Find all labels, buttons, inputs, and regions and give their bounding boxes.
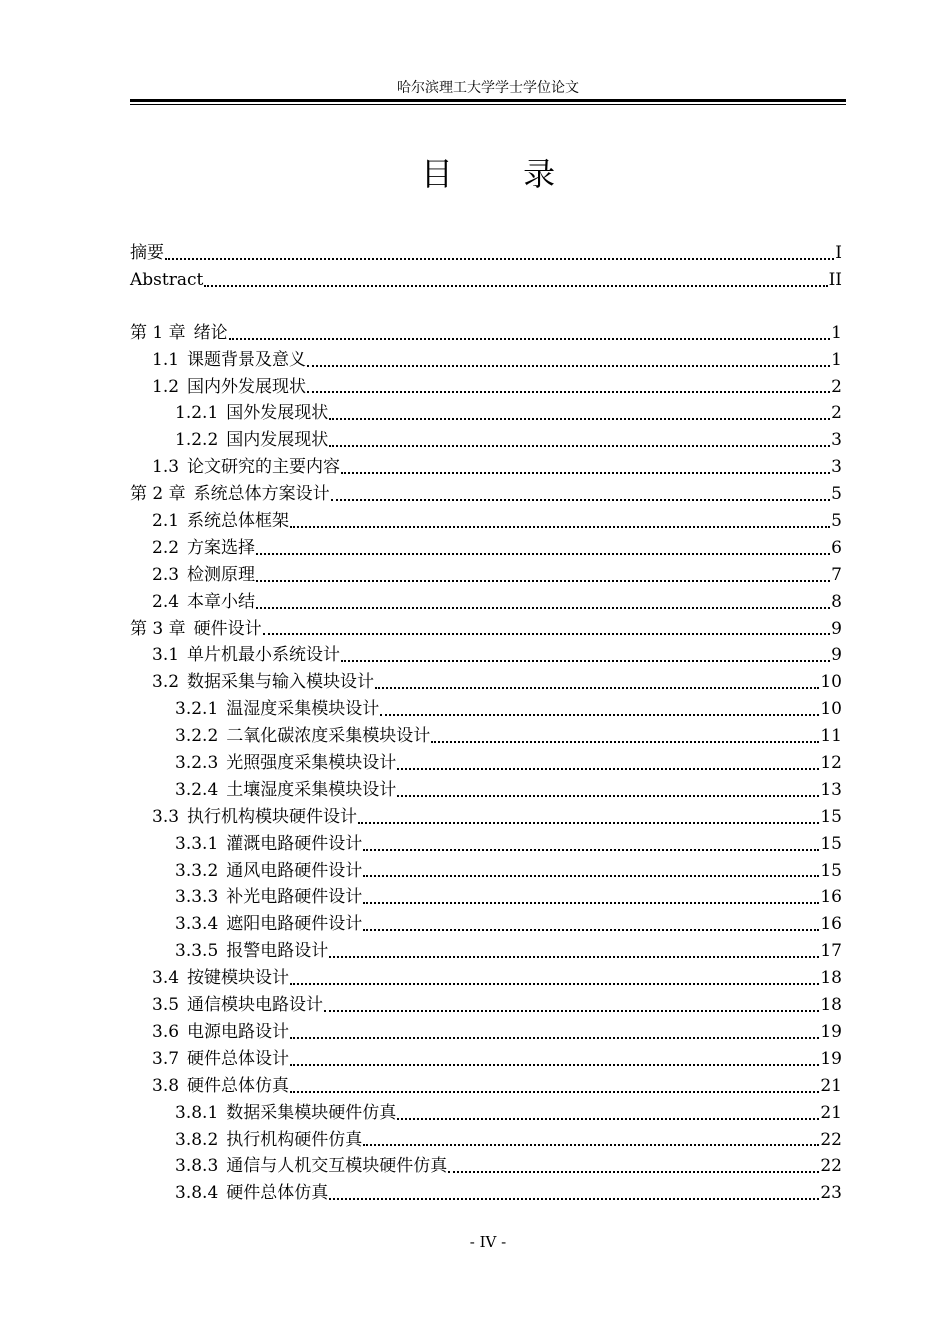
toc-entry-page: 10	[820, 699, 842, 720]
toc-entry-page: 1	[831, 349, 842, 370]
toc-entry-page: 3	[831, 430, 842, 451]
toc-entry[interactable]	[130, 616, 842, 643]
toc-dot-leader	[397, 768, 819, 770]
toc-dot-leader	[263, 633, 831, 635]
toc-entry-page: 9	[831, 645, 842, 666]
toc-dot-leader	[256, 580, 830, 582]
toc-entry-page: 18	[820, 968, 842, 989]
toc-dot-leader	[324, 1010, 819, 1012]
toc-entry-title: 数据采集模块硬件仿真	[226, 1102, 397, 1123]
toc-dot-leader	[363, 902, 819, 904]
toc-entry-number: 3.7	[152, 1048, 180, 1069]
toc-entry[interactable]	[130, 1100, 842, 1127]
toc-entry-page: 5	[831, 511, 842, 532]
toc-entry[interactable]	[130, 267, 842, 294]
toc-entry-page: 16	[820, 887, 842, 908]
toc-entry-title: 摘要	[130, 243, 164, 263]
toc-entry-title: 灌溉电路硬件设计	[226, 833, 363, 854]
toc-entry[interactable]	[130, 696, 842, 723]
toc-entry-page: 16	[820, 914, 842, 935]
toc-entry[interactable]	[130, 1019, 842, 1046]
toc-entry-title: 报警电路设计	[226, 941, 329, 962]
toc-entry-page: 3	[831, 457, 842, 478]
toc-entry-page: 1	[831, 322, 842, 343]
toc-entry-number: 2.2	[152, 537, 180, 558]
toc-entry-page: 23	[820, 1183, 842, 1204]
toc-entry[interactable]	[130, 320, 842, 347]
toc-entry[interactable]	[130, 535, 842, 562]
toc-entry-title: 课题背景及意义	[187, 349, 307, 370]
toc-entry[interactable]	[130, 911, 842, 938]
toc-dot-leader	[290, 1064, 819, 1066]
page-header: 哈尔滨理工大学学士学位论文	[397, 80, 579, 96]
toc-dot-leader	[331, 499, 831, 501]
toc-dot-leader	[341, 472, 830, 474]
toc-dot-leader	[329, 445, 830, 447]
toc-entry-page: 2	[831, 376, 842, 397]
toc-entry-number: 3.4	[152, 968, 180, 989]
toc-dot-leader	[256, 607, 830, 609]
toc-entry[interactable]	[130, 642, 842, 669]
toc-entry[interactable]	[130, 400, 842, 427]
toc-entry-number: 3.3.4	[175, 914, 219, 935]
toc-entry-page: 6	[831, 537, 842, 558]
toc-entry-title: 硬件设计	[193, 618, 262, 639]
toc-entry[interactable]	[130, 1073, 842, 1100]
toc-dot-leader	[256, 553, 830, 555]
toc-entry-number: 3.2	[152, 672, 180, 693]
toc-entry-page: 9	[831, 618, 842, 639]
toc-entry[interactable]	[130, 427, 842, 454]
toc-entry-number: 第 1 章	[130, 322, 186, 343]
toc-entry-number: 3.5	[152, 995, 180, 1016]
toc-entry-number: 3.8.2	[175, 1129, 219, 1150]
toc-dot-leader	[358, 822, 819, 824]
toc-entry[interactable]	[130, 240, 842, 267]
toc-entry-page: 22	[820, 1129, 842, 1150]
toc-dot-leader	[290, 1037, 819, 1039]
toc-entry-page: 13	[820, 779, 842, 800]
toc-entry-title: 方案选择	[187, 537, 256, 558]
header-rule-thin	[130, 104, 846, 105]
toc-entry-title: 执行机构模块硬件设计	[187, 806, 358, 827]
toc-entry-page: 19	[820, 1048, 842, 1069]
toc-entry-title: 绪论	[193, 322, 228, 343]
toc-entry-number: 3.3.3	[175, 887, 219, 908]
toc-entry-number: 3.8	[152, 1075, 180, 1096]
toc-entry[interactable]	[130, 1153, 842, 1180]
toc-dot-leader	[431, 741, 819, 743]
toc-entry-title: 通风电路硬件设计	[226, 860, 363, 881]
toc-dot-leader	[204, 285, 827, 287]
toc-entry-number: 1.2.2	[175, 430, 219, 451]
toc-entry-title: 系统总体方案设计	[193, 484, 330, 505]
toc-entry-page: 2	[831, 403, 842, 424]
toc-entry-title: 通信模块电路设计	[187, 995, 324, 1016]
toc-entry[interactable]	[130, 750, 842, 777]
toc-entry-number: 3.8.3	[175, 1156, 219, 1177]
toc-entry-number: 1.2	[152, 376, 180, 397]
toc-entry-title: 温湿度采集模块设计	[226, 699, 380, 720]
toc-entry-number: 1.3	[152, 457, 180, 478]
toc-dot-leader	[363, 875, 819, 877]
toc-dot-leader	[363, 929, 819, 931]
toc-entry[interactable]	[130, 1180, 842, 1207]
toc-entry-title: 硬件总体仿真	[226, 1183, 329, 1204]
toc-entry[interactable]	[130, 965, 842, 992]
toc-dot-leader	[329, 418, 830, 420]
toc-entry-number: 3.3.5	[175, 941, 219, 962]
toc-entry-title: 国外发展现状	[226, 403, 329, 424]
toc-entry-number: 3.8.1	[175, 1102, 219, 1123]
toc-entry-number: 2.3	[152, 564, 180, 585]
toc-entry-title: 补光电路硬件设计	[226, 887, 363, 908]
toc-entry-number: 1.2.1	[175, 403, 219, 424]
toc-entry[interactable]	[130, 669, 842, 696]
toc-dot-leader	[290, 983, 819, 985]
toc-entry-title: 系统总体框架	[187, 511, 290, 532]
toc-dot-leader	[363, 849, 819, 851]
toc-entry-page: 12	[820, 753, 842, 774]
toc-entry[interactable]	[130, 508, 842, 535]
toc-entry[interactable]	[130, 723, 842, 750]
toc-entry-title: 本章小结	[187, 591, 256, 612]
toc-entry-page: 18	[820, 995, 842, 1016]
toc-dot-leader	[397, 1118, 819, 1120]
toc-entry-title: 遮阳电路硬件设计	[226, 914, 363, 935]
page-number: - IV -	[469, 1233, 507, 1251]
toc-entry-page: 15	[820, 833, 842, 854]
toc-entry-number: 1.1	[152, 349, 180, 370]
toc-entry[interactable]	[130, 481, 842, 508]
toc-dot-leader	[341, 660, 830, 662]
toc-dot-leader	[307, 391, 830, 393]
toc-entry[interactable]	[130, 858, 842, 885]
toc-entry-number: 2.1	[152, 511, 180, 532]
toc-entry[interactable]	[130, 589, 842, 616]
toc-entry-title: 通信与人机交互模块硬件仿真	[226, 1156, 448, 1177]
toc-entry-title: Abstract	[130, 269, 204, 290]
toc-entry-title: 国内发展现状	[226, 430, 329, 451]
toc-entry-title: 电源电路设计	[187, 1021, 290, 1042]
toc-entry-number: 3.2.4	[175, 779, 219, 800]
toc-entry-page: I	[835, 243, 842, 263]
toc-dot-leader	[329, 1198, 819, 1200]
toc-entry[interactable]	[130, 992, 842, 1019]
toc-title: 目 录	[420, 155, 586, 193]
toc-dot-leader	[448, 1171, 819, 1173]
toc-entry-page: 19	[820, 1021, 842, 1042]
toc-entry[interactable]	[130, 374, 842, 401]
toc-entry-title: 土壤湿度采集模块设计	[226, 779, 397, 800]
toc-entry-number: 3.3	[152, 806, 180, 827]
toc-entry-number: 3.6	[152, 1021, 180, 1042]
toc-entry-page: 15	[820, 860, 842, 881]
toc-entry-title: 数据采集与输入模块设计	[187, 672, 375, 693]
toc-entry[interactable]	[130, 804, 842, 831]
toc-entry[interactable]	[130, 831, 842, 858]
toc-entry-title: 检测原理	[187, 564, 256, 585]
toc-entry-number: 3.2.2	[175, 726, 219, 747]
toc-dot-leader	[307, 365, 830, 367]
toc-entry-page: II	[828, 269, 842, 290]
toc-entry-number: 第 2 章	[130, 484, 186, 505]
toc-dot-leader	[229, 338, 831, 340]
toc-dot-leader	[397, 795, 819, 797]
toc-dot-leader	[375, 687, 819, 689]
toc-entry-page: 5	[831, 484, 842, 505]
toc-entry-page: 7	[831, 564, 842, 585]
toc-entry-page: 8	[831, 591, 842, 612]
table-of-contents	[130, 240, 842, 1207]
toc-entry-title: 单片机最小系统设计	[187, 645, 341, 666]
toc-dot-leader	[290, 526, 830, 528]
toc-entry-number: 第 3 章	[130, 618, 186, 639]
toc-entry-page: 10	[820, 672, 842, 693]
toc-dot-leader	[290, 1091, 819, 1093]
toc-entry-title: 二氧化碳浓度采集模块设计	[226, 726, 431, 747]
toc-dot-leader	[380, 714, 819, 716]
toc-entry-title: 硬件总体设计	[187, 1048, 290, 1069]
toc-entry[interactable]	[130, 777, 842, 804]
toc-entry-number: 3.3.1	[175, 833, 219, 854]
toc-entry-number: 2.4	[152, 591, 180, 612]
toc-entry[interactable]	[130, 1046, 842, 1073]
toc-entry-title: 论文研究的主要内容	[187, 457, 341, 478]
toc-dot-leader	[363, 1144, 819, 1146]
toc-entry[interactable]	[130, 938, 842, 965]
toc-entry[interactable]	[130, 562, 842, 589]
toc-entry-title: 国内外发展现状	[187, 376, 307, 397]
toc-entry[interactable]	[130, 454, 842, 481]
toc-entry-number: 3.8.4	[175, 1183, 219, 1204]
toc-entry-page: 17	[820, 941, 842, 962]
toc-entry-number: 3.2.3	[175, 753, 219, 774]
toc-entry-page: 15	[820, 806, 842, 827]
toc-entry-page: 21	[820, 1102, 842, 1123]
toc-entry-page: 22	[820, 1156, 842, 1177]
header-rule-thick	[130, 99, 846, 102]
toc-dot-leader	[165, 258, 834, 260]
toc-entry-number: 3.2.1	[175, 699, 219, 720]
toc-entry-title: 硬件总体仿真	[187, 1075, 290, 1096]
toc-entry-page: 21	[820, 1075, 842, 1096]
toc-entry[interactable]	[130, 884, 842, 911]
toc-entry-title: 按键模块设计	[187, 968, 290, 989]
toc-entry-title: 光照强度采集模块设计	[226, 753, 397, 774]
toc-entry-number: 3.3.2	[175, 860, 219, 881]
toc-entry-title: 执行机构硬件仿真	[226, 1129, 363, 1150]
toc-entry[interactable]	[130, 347, 842, 374]
toc-entry-page: 11	[820, 726, 842, 747]
toc-dot-leader	[329, 956, 819, 958]
toc-entry-number: 3.1	[152, 645, 180, 666]
toc-entry[interactable]	[130, 1127, 842, 1154]
